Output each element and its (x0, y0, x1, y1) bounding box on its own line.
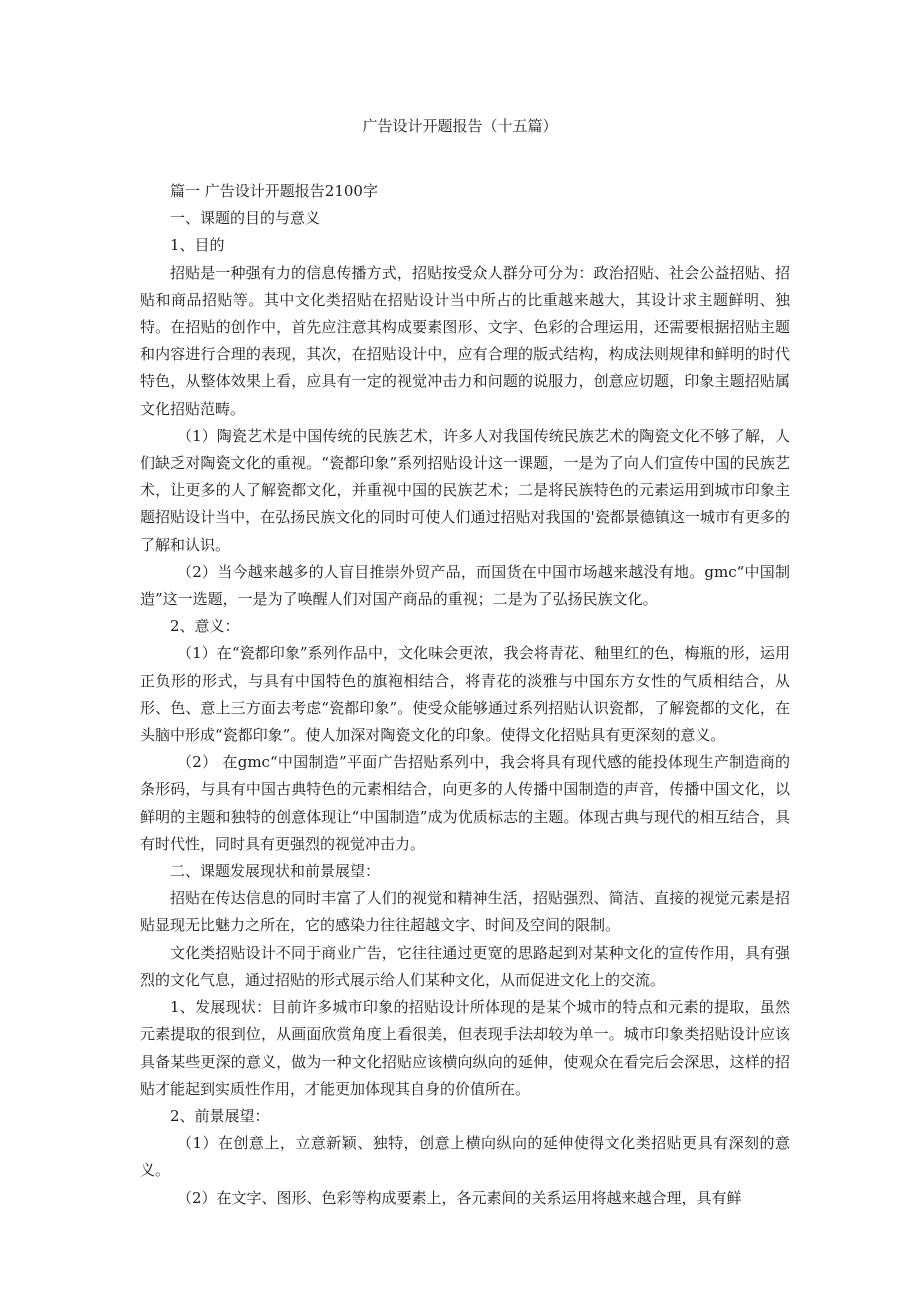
paragraph: 2、前景展望： (170, 1106, 270, 1125)
paragraph: 1、目的 (170, 236, 225, 255)
numbered-paragraph: （2）在文字、图形、色彩等构成要素上，各元素间的关系运用将越来越合理，具有鲜 (177, 1188, 742, 1207)
numbered-paragraph: （1）陶瓷艺术是中国传统的民族艺术，许多人对我国传统民族艺术的陶瓷文化不够了解，人们缺乏对陶瓷文化的重视。“瓷都印象”系列招贴设计这一课题，一是为了向人们宣传中国的民族艺术，让更多的人了解瓷都文化，并重视中国的民族艺术；二是将民族特色的元素运用到城市印象主题招贴设计当中，在弘扬民族文化的同时可使人们通过招贴对我国的'瓷都景德镇这一城市有更多的了解和认识。 (140, 426, 790, 554)
numbered-paragraph: （1）在“瓷都印象”系列作品中，文化味会更浓，我会将青花、釉里红的色，梅瓶的形，运用正负形的形式，与具有中国特色的旗袍相结合，将青花的淡雅与中国东方女性的气质相结合，从形、色、意上三方面去考虑“瓷都印象”。使受众能够通过系列招贴认识瓷都，了解瓷都的文化，在头脑中形成“瓷都印象”。使人加深对陶瓷文化的印象。使得文化招贴具有更深刻的意义。 (140, 644, 790, 745)
paragraph: 2、意义： (170, 617, 240, 636)
paragraph: 招贴在传达信息的同时丰富了人们的视觉和精神生活，招贴强烈、简洁、直接的视觉元素是招贴显现无比魅力之所在，它的感染力往往超越文字、时间及空间的限制。 (140, 889, 790, 935)
paragraph: 1、发展现状：目前许多城市印象的招贴设计所体现的是某个城市的特点和元素的提取，虽然元素提取的很到位，从画面欣赏角度上看很美，但表现手法却较为单一。城市印象类招贴设计应该具备某些更深的意义，做为一种文化招贴应该横向纵向的延伸，使观众在看完后会深思，这样的招贴才能起到实质性作用，才能更加体现其自身的价值所在。 (140, 998, 790, 1098)
numbered-paragraph: （1）在创意上，立意新颖、独特，创意上横向纵向的延伸使得文化类招贴更具有深刻的意义。 (140, 1134, 790, 1180)
paragraph: 二、课题发展现状和前景展望： (170, 862, 381, 881)
numbered-paragraph: （2） 在gmc“中国制造”平面广告招贴系列中，我会将具有现代感的能投体现生产制造商的条形码，与具有中国古典特色的元素相结合，向更多的人传播中国制造的声音，传播中国文化，以鲜明的主题和独特的创意体现让“中国制造”成为优质标志的主题。体现古典与现代的相互结合，具有时代性，同时具有更强烈的视觉冲击力。 (140, 753, 790, 853)
paragraph: 一、课题的目的与意义 (170, 209, 321, 228)
paragraph: 招贴是一种强有力的信息传播方式，招贴按受众人群分可分为：政治招贴、社会公益招贴、招贴和商品招贴等。其中文化类招贴在招贴设计当中所占的比重越来越大，其设计求主题鲜明、独特。在招贴的创作中，首先应注意其构成要素图形、文字、色彩的合理运用，还需要根据招贴主题和内容进行合理的表现，其次，在招贴设计中，应有合理的版式结构，构成法则规律和鲜明的时代特色，从整体效果上看，应具有一定的视觉冲击力和问题的说服力，创意应切题，印象主题招贴属文化招贴范畴。 (140, 263, 790, 418)
paragraph: 文化类招贴设计不同于商业广告，它往往通过更宽的思路起到对某种文化的宣传作用，具有强烈的文化气息，通过招贴的形式展示给人们某种文化，从而促进文化上的交流。 (140, 943, 790, 989)
numbered-paragraph: （2）当今越来越多的人盲目推崇外贸产品，而国货在中国市场越来越没有地。gmc“中国制造”这一选题，一是为了唤醒人们对国产商品的重视；二是为了弘扬民族文化。 (140, 562, 790, 609)
document-title: 广告设计开题报告（十五篇） (362, 117, 558, 135)
document-body (140, 178, 790, 1212)
paragraph: 篇一 广告设计开题报告2100字 (170, 182, 378, 200)
